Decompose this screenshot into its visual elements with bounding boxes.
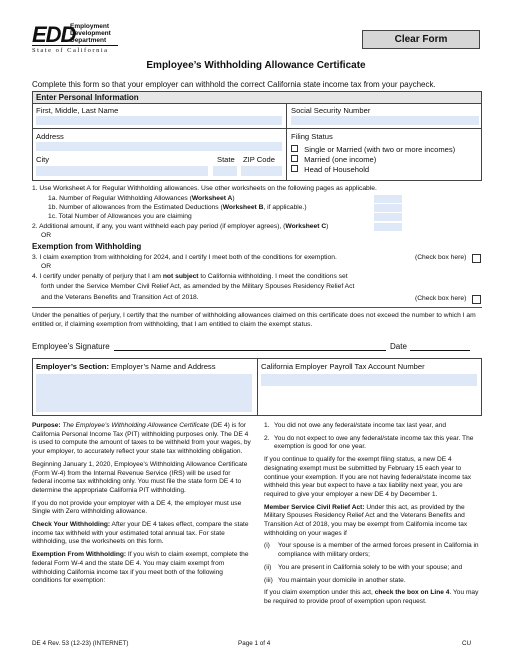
- line-2: 2. Additional amount, if any, you want withheld each pay period (if employer agrees), (Worksheet C): [32, 223, 329, 230]
- state-field[interactable]: [213, 166, 237, 176]
- msc-paragraph: Member Service Civil Relief Act: Under this act, as provided by the Military Spouses Residency Relief Act and the Veterans Benefits and Transition Act of 2018, you may be exempt from California income tax withholding on your wages if: [264, 503, 468, 537]
- city-label: City: [36, 155, 50, 164]
- state-label: State: [217, 155, 235, 164]
- jan-2020-paragraph: Beginning January 1, 2020, Employee’s Withholding Allowance Certificate (Form W-4) from the Internal Revenue Service (IRS) will be used for federal income tax withholding only. You must file the state form DE 4 to determine the appropriate California PIT withholding.: [32, 460, 248, 494]
- form-id: DE 4 Rev. 53 (12-23) (INTERNET): [32, 640, 129, 647]
- purpose-paragraph: Purpose: The Employee’s Withholding Allowance Certificate (DE 4) is for California Personal Income Tax (PIT) withholding purposes only. The DE 4 is used to compute the amount of taxes to be withheld from your wages, by your employer, to accurately reflect your state tax withholding obligation.: [32, 422, 251, 456]
- ssn-field[interactable]: [291, 116, 479, 125]
- line-1c-field[interactable]: [374, 213, 402, 221]
- logo-department-name: Employment Development Department: [70, 23, 111, 45]
- filing-option-married[interactable]: Married (one income): [291, 155, 376, 164]
- city-field[interactable]: [36, 166, 208, 176]
- msc-condition-ii: (ii) You are present in California solely to be with your spouse; and: [264, 563, 463, 571]
- condition-2: 2. You do not expect to owe any federal/state income tax this year. The exemption is good for one year.: [264, 434, 474, 451]
- line-4-check-label: (Check box here): [415, 295, 467, 302]
- filing-option-single[interactable]: Single or Married (with two or more incomes): [291, 145, 455, 154]
- column-divider: [286, 104, 287, 180]
- logo-state: State of California: [32, 45, 118, 55]
- line-3-checkbox[interactable]: [472, 254, 481, 263]
- employer-divider: [257, 359, 258, 415]
- row-divider: [33, 128, 481, 129]
- condition-1: 1. You did not owe any federal/state income tax last year, and: [264, 422, 447, 429]
- filing-status-label: Filing Status: [291, 132, 333, 141]
- head-of-household-checkbox[interactable]: [291, 165, 298, 172]
- address-field[interactable]: [36, 142, 282, 151]
- exemption-heading: Exemption from Withholding: [32, 242, 142, 251]
- line-3-check-label: (Check box here): [415, 254, 467, 261]
- logo-text: EDD: [32, 22, 76, 47]
- married-checkbox[interactable]: [291, 155, 298, 162]
- or-label-2: OR: [41, 263, 52, 270]
- or-label-1: OR: [41, 232, 52, 239]
- ssn-label: Social Security Number: [291, 106, 371, 115]
- date-line[interactable]: [410, 350, 470, 351]
- name-label: First, Middle, Last Name: [36, 106, 119, 115]
- intro-text: Complete this form so that your employer can withhold the correct California state income tax from your paycheck.: [32, 80, 436, 89]
- employer-section: [32, 358, 482, 416]
- line-4-checkbox[interactable]: [472, 295, 481, 304]
- line-1b-field[interactable]: [374, 204, 402, 212]
- form-code: CU: [462, 640, 472, 647]
- single-checkbox[interactable]: [291, 145, 298, 152]
- penalty-statement: Under the penalties of perjury, I certify that the number of withholding allowances claimed on this certificate does not exceed the number to which I am entitled or, if claiming exemption from withholding, that I am entitled to claim the exempt status.: [32, 312, 476, 329]
- employer-account-label: California Employer Payroll Tax Account Number: [261, 362, 425, 371]
- page-number: Page 1 of 4: [238, 640, 271, 647]
- line-4: 4. I certify under penalty of perjury that I am not subject to California withholding. I meet the conditions set forth under the Service Member Civil Relief Act, as amended by the Military Spouses Residency Relief Act and the Veterans Benefits and Transition Act of 2018.: [32, 273, 355, 301]
- line-1: 1. Use Worksheet A for Regular Withholding allowances. Use other worksheets on the following pages as applicable.: [32, 185, 377, 192]
- instructions-left-column: [32, 422, 252, 590]
- personal-info-heading: Enter Personal Information: [33, 92, 481, 104]
- form-title: Employee’s Withholding Allowance Certificate: [146, 60, 366, 71]
- line-1a: 1a. Number of Regular Withholding Allowances (Worksheet A): [48, 195, 235, 202]
- instructions-right-column: [264, 422, 484, 611]
- personal-info-section: [32, 91, 482, 181]
- continue-exempt-paragraph: If you continue to qualify for the exempt filing status, a new DE 4 designating exempt must be submitted by February 15 each year to continue your exemption. If you are not having federal/state income tax withheld this year but expect to have a tax liability next year, you are required to give your employer a new DE 4 by December 1.: [264, 456, 472, 498]
- employer-name-address-field[interactable]: [36, 374, 252, 412]
- address-label: Address: [36, 132, 64, 141]
- msc-condition-i: (i) Your spouse is a member of the armed forces present in California in compliance with military orders;: [264, 542, 479, 559]
- filing-option-hoh[interactable]: Head of Household: [291, 165, 369, 174]
- signature-line[interactable]: [114, 350, 386, 351]
- zip-field[interactable]: [241, 166, 282, 176]
- line-2-field[interactable]: [374, 223, 402, 231]
- clear-form-button[interactable]: Clear Form: [362, 30, 480, 49]
- line-1a-field[interactable]: [374, 195, 402, 203]
- edd-logo: [32, 20, 132, 62]
- employer-heading: Employer’s Section: Employer’s Name and Address: [36, 362, 216, 371]
- divider: [32, 307, 482, 308]
- employer-account-field[interactable]: [261, 374, 477, 386]
- msc-condition-iii: (iii) You maintain your domicile in another state.: [264, 576, 406, 584]
- line-1b: 1b. Number of allowances from the Estimated Deductions (Worksheet B, if applicable.): [48, 204, 307, 211]
- exemption-paragraph: Exemption From Withholding: If you wish to claim exempt, complete the federal Form W-4 and the state DE 4. You may claim exempt from withholding California income tax if you meet both of the following conditions for exemption:: [32, 551, 249, 585]
- line-3: 3. I claim exemption from withholding for 2024, and I certify I meet both of the conditions for exemption.: [32, 254, 337, 261]
- zip-label: ZIP Code: [243, 155, 275, 164]
- claim-exemption-paragraph: If you claim exemption under this act, check the box on Line 4. You may be required to provide proof of exemption upon request.: [264, 589, 479, 605]
- date-label: Date: [390, 342, 407, 351]
- line-1c: 1c. Total Number of Allowances you are claiming: [48, 213, 192, 220]
- no-de4-paragraph: If you do not provide your employer with a DE 4, the employer must use Single with Zero withholding allowance.: [32, 499, 242, 516]
- signature-label: Employee’s Signature: [32, 342, 110, 351]
- name-field[interactable]: [36, 116, 282, 125]
- check-withholding-paragraph: Check Your Withholding: After your DE 4 takes effect, compare the state income tax withheld with your estimated total annual tax. For state withholding, use the worksheets on this form.: [32, 521, 249, 546]
